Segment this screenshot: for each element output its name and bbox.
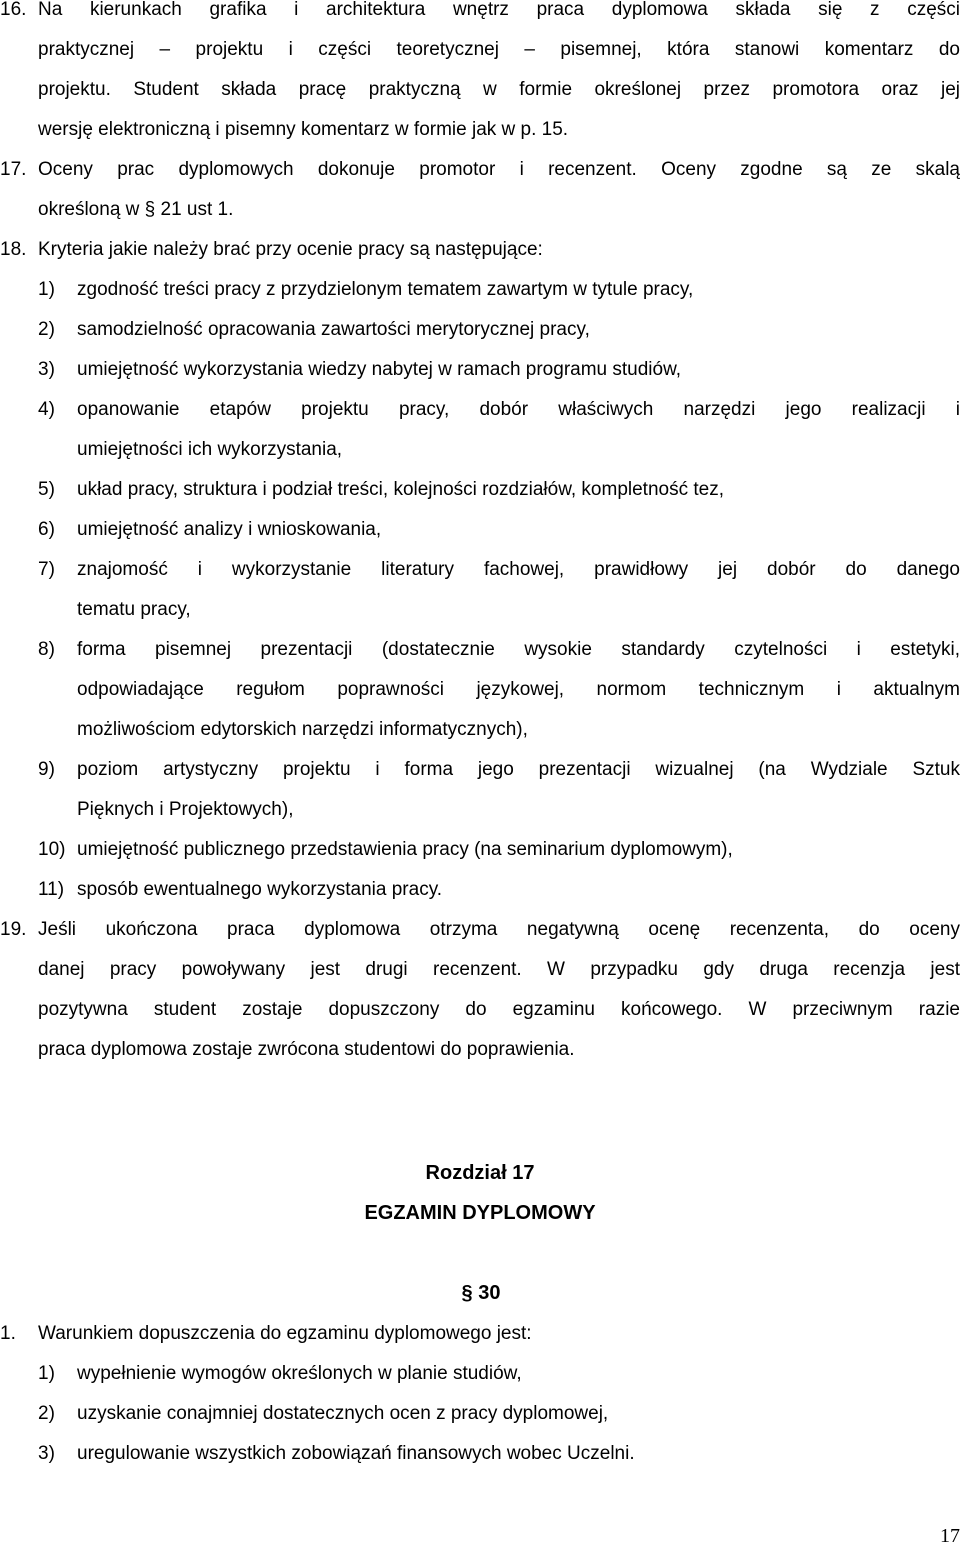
list-item-text: sposób ewentualnego wykorzystania pracy.	[77, 879, 443, 900]
list-item-text: forma pisemnej prezentacji (dostatecznie wysokie standardy czytelności i estetyki,	[77, 639, 960, 660]
list-item-number: 11)	[38, 879, 65, 900]
list-item-number: 3)	[38, 1443, 55, 1464]
paragraph-number: 18.	[0, 239, 27, 260]
paragraph-number: 17.	[0, 159, 27, 180]
text-line: Oceny prac dyplomowych dokonuje promotor i recenzent. Oceny zgodne są ze skalą	[38, 159, 960, 180]
chapter-subtitle: EGZAMIN DYPLOMOWY	[364, 1202, 596, 1224]
list-item-text: umiejętność analizy i wnioskowania,	[77, 519, 382, 540]
list-item-number: 7)	[38, 559, 55, 580]
list-item-text: zgodność treści pracy z przydzielonym tematem zawartym w tytule pracy,	[77, 279, 694, 300]
paragraph-number: 1.	[0, 1323, 16, 1344]
text-line: pozytywna student zostaje dopuszczony do egzaminu końcowego. W przeciwnym razie	[38, 999, 960, 1020]
list-item-text: umiejętności ich wykorzystania,	[77, 439, 343, 460]
text-line: projektu. Student składa pracę praktyczną w formie określonej przez promotora oraz jej	[38, 79, 960, 100]
list-item-number: 10)	[38, 839, 66, 860]
list-item-text: odpowiadające regułom poprawności językowej, normom technicznym i aktualnym	[77, 679, 960, 700]
paragraph-intro: Kryteria jakie należy brać przy ocenie pracy są następujące:	[38, 239, 543, 260]
list-item-text: uzyskanie conajmniej dostatecznych ocen z pracy dyplomowej,	[77, 1403, 609, 1424]
list-item-text: umiejętność publicznego przedstawienia pracy (na seminarium dyplomowym),	[77, 839, 733, 860]
list-item-text: uregulowanie wszystkich zobowiązań finansowych wobec Uczelni.	[77, 1443, 635, 1464]
list-item-text: opanowanie etapów projektu pracy, dobór właściwych narzędzi jego realizacji i	[77, 399, 960, 420]
text-line: praktycznej – projektu i części teoretycznej – pisemnej, która stanowi komentarz do	[38, 39, 960, 60]
text-line: Na kierunkach grafika i architektura wnętrz praca dyplomowa składa się z części	[38, 0, 960, 20]
chapter-title: Rozdział 17	[425, 1162, 535, 1184]
list-item-number: 4)	[38, 399, 55, 420]
list-item-text: Pięknych i Projektowych),	[77, 799, 294, 820]
list-item-number: 2)	[38, 319, 55, 340]
list-item-text: samodzielność opracowania zawartości merytorycznej pracy,	[77, 319, 590, 340]
list-item-number: 9)	[38, 759, 55, 780]
text-line: Jeśli ukończona praca dyplomowa otrzyma negatywną ocenę recenzenta, do oceny	[38, 919, 960, 940]
list-item-text: układ pracy, struktura i podział treści, kolejności rozdziałów, kompletność tez,	[77, 479, 724, 500]
list-item-text: tematu pracy,	[77, 599, 191, 620]
text-line: danej pracy powoływany jest drugi recenzent. W przypadku gdy druga recenzja jest	[38, 959, 960, 980]
list-item-number: 8)	[38, 639, 55, 660]
text-line: wersję elektroniczną i pisemny komentarz w formie jak w p. 15.	[38, 119, 569, 140]
list-item-text: możliwościom edytorskich narzędzi informatycznych),	[77, 719, 528, 740]
list-item-text: wypełnienie wymogów określonych w planie studiów,	[77, 1363, 522, 1384]
text-line: praca dyplomowa zostaje zwrócona studentowi do poprawienia.	[38, 1039, 575, 1060]
list-item-number: 3)	[38, 359, 55, 380]
paragraph-number: 16.	[0, 0, 27, 20]
list-item-text: umiejętność wykorzystania wiedzy nabytej w ramach programu studiów,	[77, 359, 682, 380]
paragraph-intro: Warunkiem dopuszczenia do egzaminu dyplomowego jest:	[38, 1323, 532, 1344]
section-heading: § 30	[461, 1282, 501, 1304]
page-number: 17	[940, 1525, 960, 1547]
list-item-number: 6)	[38, 519, 55, 540]
list-item-number: 5)	[38, 479, 55, 500]
list-item-number: 2)	[38, 1403, 55, 1424]
list-item-text: poziom artystyczny projektu i forma jego prezentacji wizualnej (na Wydziale Sztuk	[77, 759, 960, 780]
list-item-number: 1)	[38, 279, 55, 300]
list-item-number: 1)	[38, 1363, 55, 1384]
list-item-text: znajomość i wykorzystanie literatury fachowej, prawidłowy jej dobór do danego	[77, 559, 960, 580]
paragraph-number: 19.	[0, 919, 27, 940]
text-line: określoną w § 21 ust 1.	[38, 199, 234, 220]
